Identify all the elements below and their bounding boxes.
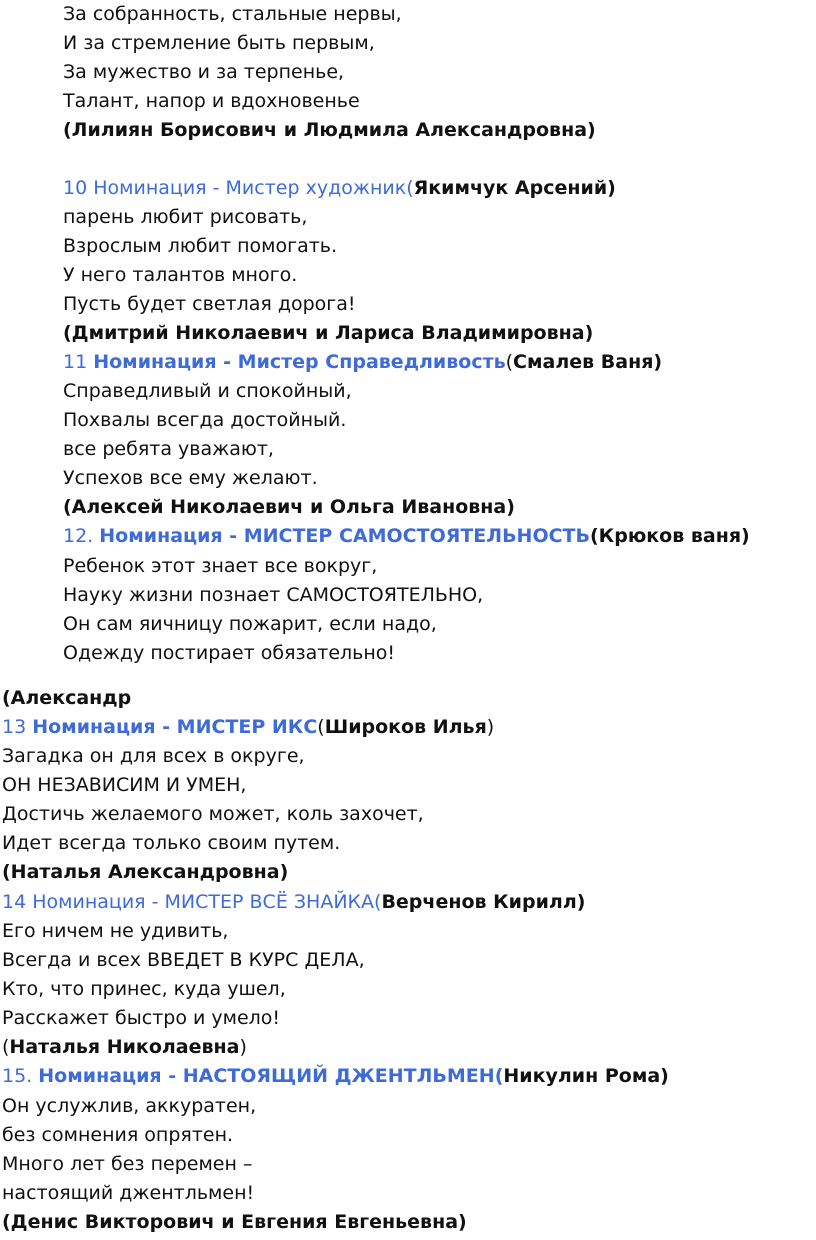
open-paren: ( [317, 716, 325, 738]
authors-line: (Алексей Николаевич и Ольга Ивановна) [63, 496, 515, 518]
verse-line: без сомнения опрятен. [2, 1124, 234, 1146]
verse-line: все ребята уважают, [63, 438, 274, 460]
authors-line: (Лилиян Борисович и Людмила Александровна) [63, 119, 596, 141]
verse-line: У него талантов много. [63, 264, 298, 286]
verse-line: Кто, что принес, куда ушел, [2, 978, 286, 1000]
nomination-heading [63, 524, 750, 548]
nomination-number: 12. [63, 525, 100, 547]
nominee-name: Верченов Кирилл) [381, 891, 586, 913]
verse-line: Взрослым любит помогать. [63, 235, 338, 257]
open-paren: ( [2, 1036, 10, 1058]
nomination-heading [63, 350, 662, 374]
authors-line: (Александр [2, 687, 132, 709]
verse-line: Он сам яичницу пожарит, если надо, [63, 613, 437, 635]
verse-line: Успехов все ему желают. [63, 467, 318, 489]
verse-line: Он услужлив, аккуратен, [2, 1095, 257, 1117]
authors-line: (Денис Викторович и Евгения Евгеньевна) [2, 1211, 467, 1233]
verse-line: Талант, напор и вдохновенье [63, 90, 360, 112]
nomination-heading [2, 715, 494, 739]
verse-line: Расскажет быстро и умело! [2, 1007, 281, 1029]
authors-line: (Дмитрий Николаевич и Лариса Владимировна) [63, 322, 594, 344]
verse-line: Загадка он для всех в округе, [2, 745, 305, 767]
nomination-title: Номинация - МИСТЕР ИКС [32, 716, 318, 738]
verse-line: Науку жизни познает САМОСТОЯТЕЛЬНО, [63, 584, 484, 606]
verse-line: Достичь желаемого может, коль захочет, [2, 803, 424, 825]
verse-line: Его ничем не удивить, [2, 920, 229, 942]
nomination-title: Номинация - Мистер Справедливость [93, 351, 506, 373]
authors-line: (Наталья Александровна) [2, 861, 289, 883]
close-paren: ) [486, 716, 495, 738]
verse-line: Идет всегда только своим путем. [2, 832, 341, 854]
nomination-number: 13 [2, 716, 33, 738]
close-paren: ) [239, 1036, 247, 1058]
open-paren: ( [505, 351, 514, 373]
nominee-name: Смалев Ваня) [513, 351, 663, 373]
nomination-title: Номинация - Мистер художник( [87, 177, 414, 199]
nomination-number: 11 [63, 351, 94, 373]
authors-name: Наталья Николаевна [9, 1036, 240, 1058]
nominee-name: (Крюков ваня) [590, 525, 750, 547]
verse-line: парень любит рисовать, [63, 206, 308, 228]
nomination-title: Номинация - НАСТОЯЩИЙ ДЖЕНТЛЬМЕН( [38, 1065, 504, 1087]
nomination-number: 15. [2, 1065, 39, 1087]
verse-line: Всегда и всех ВВЕДЕТ В КУРС ДЕЛА, [2, 949, 365, 971]
verse-line: Одежду постирает обязательно! [63, 642, 396, 664]
verse-line: Справедливый и спокойный, [63, 380, 352, 402]
verse-line: Много лет без перемен – [2, 1153, 253, 1175]
nominee-name: Якимчук Арсений) [413, 177, 616, 199]
nomination-heading [2, 1064, 669, 1088]
verse-line: настоящий джентльмен! [2, 1182, 255, 1204]
nomination-heading [63, 176, 616, 200]
verse-line: Ребенок этот знает все вокруг, [63, 555, 378, 577]
verse-line: Похвалы всегда достойный. [63, 409, 347, 431]
nomination-title: Номинация - МИСТЕР ВСЁ ЗНАЙКА( [26, 891, 382, 913]
verse-line: За собранность, стальные нервы, [63, 3, 402, 25]
nomination-number: 10 [63, 177, 88, 199]
verse-line: За мужество и за терпенье, [63, 61, 345, 83]
verse-line: Пусть будет светлая дорога! [63, 293, 356, 315]
verse-line: ОН НЕЗАВИСИМ И УМЕН, [2, 774, 247, 796]
nomination-heading [2, 890, 585, 914]
nominee-name: Широков Илья [324, 716, 487, 738]
authors-line [2, 1035, 247, 1059]
nomination-number: 14 [2, 891, 27, 913]
nomination-title: Номинация - МИСТЕР САМОСТОЯТЕЛЬНОСТЬ [99, 525, 590, 547]
verse-line: И за стремление быть первым, [63, 32, 375, 54]
nominee-name: Никулин Рома) [503, 1065, 669, 1087]
